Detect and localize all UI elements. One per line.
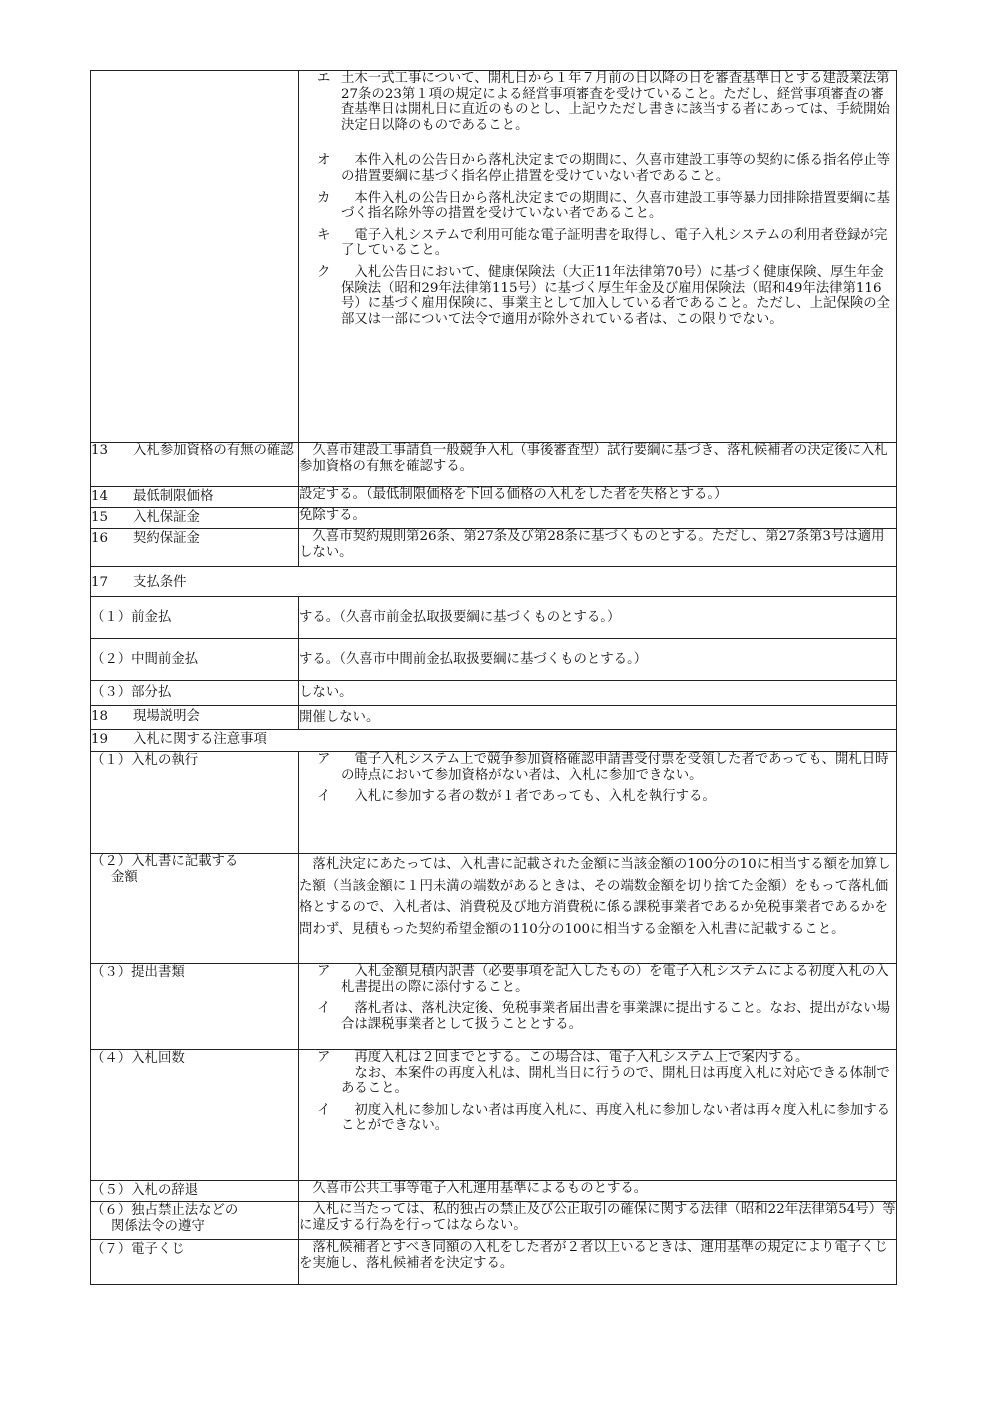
item-text: 入札に参加する者の数が１者であっても、入札を執行する。 <box>341 789 716 805</box>
row-19-6 <box>91 1202 897 1240</box>
value-14: 設定する。（最低制限価格を下回る価格の入札をした者を失格とする。） <box>299 487 897 508</box>
item-ki <box>299 228 896 259</box>
item-text: 本件入札の公告日から落札決定までの期間に、久喜市建設工事等暴力団排除措置要綱に基づく指名除外等の措置を受けていない者であること。 <box>341 190 891 222</box>
section-number: 13 <box>91 443 109 458</box>
sub-value: 久喜市公共工事等電子入札運用基準によるものとする。 <box>299 1181 897 1202</box>
row-16 <box>91 529 897 567</box>
item-i <box>299 789 896 805</box>
item-text: 落札者は、落札決定後、免税事業者届出書を事業課に提出すること。なお、提出がない場合は課税事業者として扱うこととする。 <box>341 1001 891 1032</box>
item-mark: ア <box>317 964 331 979</box>
row-19-3 <box>91 964 897 1050</box>
item-text: 電子入札システムで利用可能な電子証明書を取得し、電子入札システムの利用者登録が完了していること。 <box>341 227 888 259</box>
sub-label: （７）電子くじ <box>91 1240 299 1285</box>
sub-label <box>91 1202 299 1240</box>
sub-label: （１）前金払 <box>91 597 299 639</box>
item-mark: イ <box>317 1001 331 1017</box>
item-mark: イ <box>317 1102 331 1118</box>
label-18 <box>91 706 299 730</box>
item-mark: イ <box>317 789 331 805</box>
value-16: 久喜市契約規則第26条、第27条及び第28条に基づくものとする。ただし、第27条第3号は適用しない。 <box>299 529 897 567</box>
sub-label <box>91 854 299 964</box>
section-label: 契約保証金 <box>133 531 200 546</box>
sub-value: する。（久喜市前金払取扱要綱に基づくものとする。） <box>299 597 897 639</box>
qualification-items <box>299 71 897 443</box>
section-label: 入札に関する注意事項 <box>133 732 267 747</box>
section-label: 入札参加資格の有無の確認 <box>133 443 294 458</box>
section-number: 17 <box>91 575 109 590</box>
sub-value: する。（久喜市中間前金払取扱要綱に基づくものとする。） <box>299 639 897 681</box>
section-number: 18 <box>91 709 109 724</box>
sub-label-line1: （６）独占禁止法などの <box>91 1203 239 1218</box>
item-ku <box>299 265 896 327</box>
item-text-para2: なお、本案件の再度入札は、開札当日に行うので、開札日は再度入札に対応できる体制であること。 <box>341 1065 890 1097</box>
row-19-1 <box>91 752 897 854</box>
sub-label: （４）入札回数 <box>91 1050 299 1181</box>
item-a <box>299 964 896 995</box>
label-14 <box>91 487 299 508</box>
sub-value: 落札候補者とすべき同額の入札をした者が２者以上いるときは、運用基準の規定により電子くじを実施し、落札候補者を決定する。 <box>299 1240 897 1285</box>
row-14 <box>91 487 897 508</box>
item-mark: カ <box>317 190 331 206</box>
row-17-2 <box>91 639 897 681</box>
label-17 <box>91 567 897 597</box>
sub-label: （２）中間前金払 <box>91 639 299 681</box>
item-a <box>299 752 896 783</box>
sub-value <box>299 752 897 854</box>
item-mark: ア <box>317 752 331 767</box>
row-15 <box>91 508 897 529</box>
item-text: 初度入札に参加しない者は再度入札に、再度入札に参加しない者は再々度入札に参加することができない。 <box>341 1102 891 1134</box>
item-i <box>299 1001 896 1032</box>
sub-value: 入札に当たっては、私的独占の禁止及び公正取引の確保に関する法律（昭和22年法律第54号）等に違反する行為を行ってはならない。 <box>299 1202 897 1240</box>
sub-value: しない。 <box>299 681 897 706</box>
item-a <box>299 1050 896 1097</box>
row-12-continued <box>91 71 897 443</box>
section-number: 15 <box>91 510 109 525</box>
conditions-table <box>90 70 897 1285</box>
value-13: 久喜市建設工事請負一般競争入札（事後審査型）試行要綱に基づき、落札候補者の決定後に入札参加資格の有無を確認する。 <box>299 443 897 487</box>
section-number: 19 <box>91 732 109 747</box>
item-mark: ア <box>317 1050 331 1065</box>
section-label: 入札保証金 <box>133 510 200 525</box>
label-19 <box>91 730 897 752</box>
item-mark: オ <box>317 153 331 169</box>
section-label: 現場説明会 <box>133 709 200 724</box>
item-mark: エ <box>317 71 331 86</box>
row-19-7 <box>91 1240 897 1285</box>
item-o <box>299 153 896 184</box>
sub-label: （３）部分払 <box>91 681 299 706</box>
value-15: 免除する。 <box>299 508 897 529</box>
sub-label: （１）入札の執行 <box>91 752 299 854</box>
sub-value <box>299 1050 897 1181</box>
row-19-2 <box>91 854 897 964</box>
item-text: 入札金額見積内訳書（必要事項を記入したもの）を電子入札システムによる初度入札の入札書提出の際に添付すること。 <box>341 964 889 995</box>
item-text: 土木一式工事について、開札日から１年７月前の日以降の日を審査基準日とする建設業法第27条の23第１項の規定による経営事項審査を受けていること。ただし、経営事項審査の審査基準日は開札日に直近のものとし、上記ウただし書きに該当する者にあっては、手続開始決定日以降のものであること。 <box>341 71 890 133</box>
row-19 <box>91 730 897 752</box>
row-19-4 <box>91 1050 897 1181</box>
row-18 <box>91 706 897 730</box>
sub-value <box>299 964 897 1050</box>
row-17 <box>91 567 897 597</box>
section-number: 14 <box>91 489 109 504</box>
label-13 <box>91 443 299 487</box>
section-number: 16 <box>91 531 109 546</box>
item-mark: キ <box>317 227 331 243</box>
item-text: 本件入札の公告日から落札決定までの期間に、久喜市建設工事等の契約に係る指名停止等の措置要綱に基づく指名停止措置を受けていない者であること。 <box>341 153 891 184</box>
item-text: 電子入札システム上で競争参加資格確認申請書受付票を受領した者であっても、開札日時の時点において参加資格がない者は、入札に参加できない。 <box>341 752 889 783</box>
sub-label-line2: 関係法令の遵守 <box>111 1218 205 1234</box>
item-text-para1: 再度入札は２回までとする。この場合は、電子入札システム上で案内する。 <box>341 1050 809 1065</box>
row-19-5 <box>91 1181 897 1202</box>
label-16 <box>91 529 299 567</box>
label-15 <box>91 508 299 529</box>
item-i <box>299 1103 896 1134</box>
item-ka <box>299 191 896 222</box>
item-text <box>341 1050 896 1097</box>
row-17-3 <box>91 681 897 706</box>
item-e <box>299 71 896 133</box>
sub-label-line1: （２）入札書に記載する <box>91 854 239 869</box>
item-mark: ク <box>317 264 331 280</box>
sub-label: （３）提出書類 <box>91 964 299 1050</box>
label-cell-empty <box>91 71 299 443</box>
sub-label-line2: 金額 <box>111 869 138 885</box>
row-17-1 <box>91 597 897 639</box>
item-text: 入札公告日において、健康保険法（大正11年法律第70号）に基づく健康保険、厚生年金保険法（昭和29年法律第115号）に基づく厚生年金及び雇用保険法（昭和49年法律第116号）に基づく雇用保険に、事業主として加入している者であること。ただし、上記保険の全部又は一部について法令で適用が除外されている者は、この限りでない。 <box>341 264 891 327</box>
section-label: 支払条件 <box>133 575 187 590</box>
sub-value: 落札決定にあたっては、入札書に記載された金額に当該金額の100分の10に相当する額を加算した額（当該金額に１円未満の端数があるときは、その端数金額を切り捨てた金額）をもって落札価格とするので、入札者は、消費税及び地方消費税に係る課税事業者であるか免税事業者であるかを問わず、見積もった契約希望金額の110分の100に相当する金額を入札書に記載すること。 <box>299 854 897 964</box>
sub-label: （５）入札の辞退 <box>91 1181 299 1202</box>
section-label: 最低制限価格 <box>133 489 214 504</box>
row-13 <box>91 443 897 487</box>
value-18: 開催しない。 <box>299 706 897 730</box>
